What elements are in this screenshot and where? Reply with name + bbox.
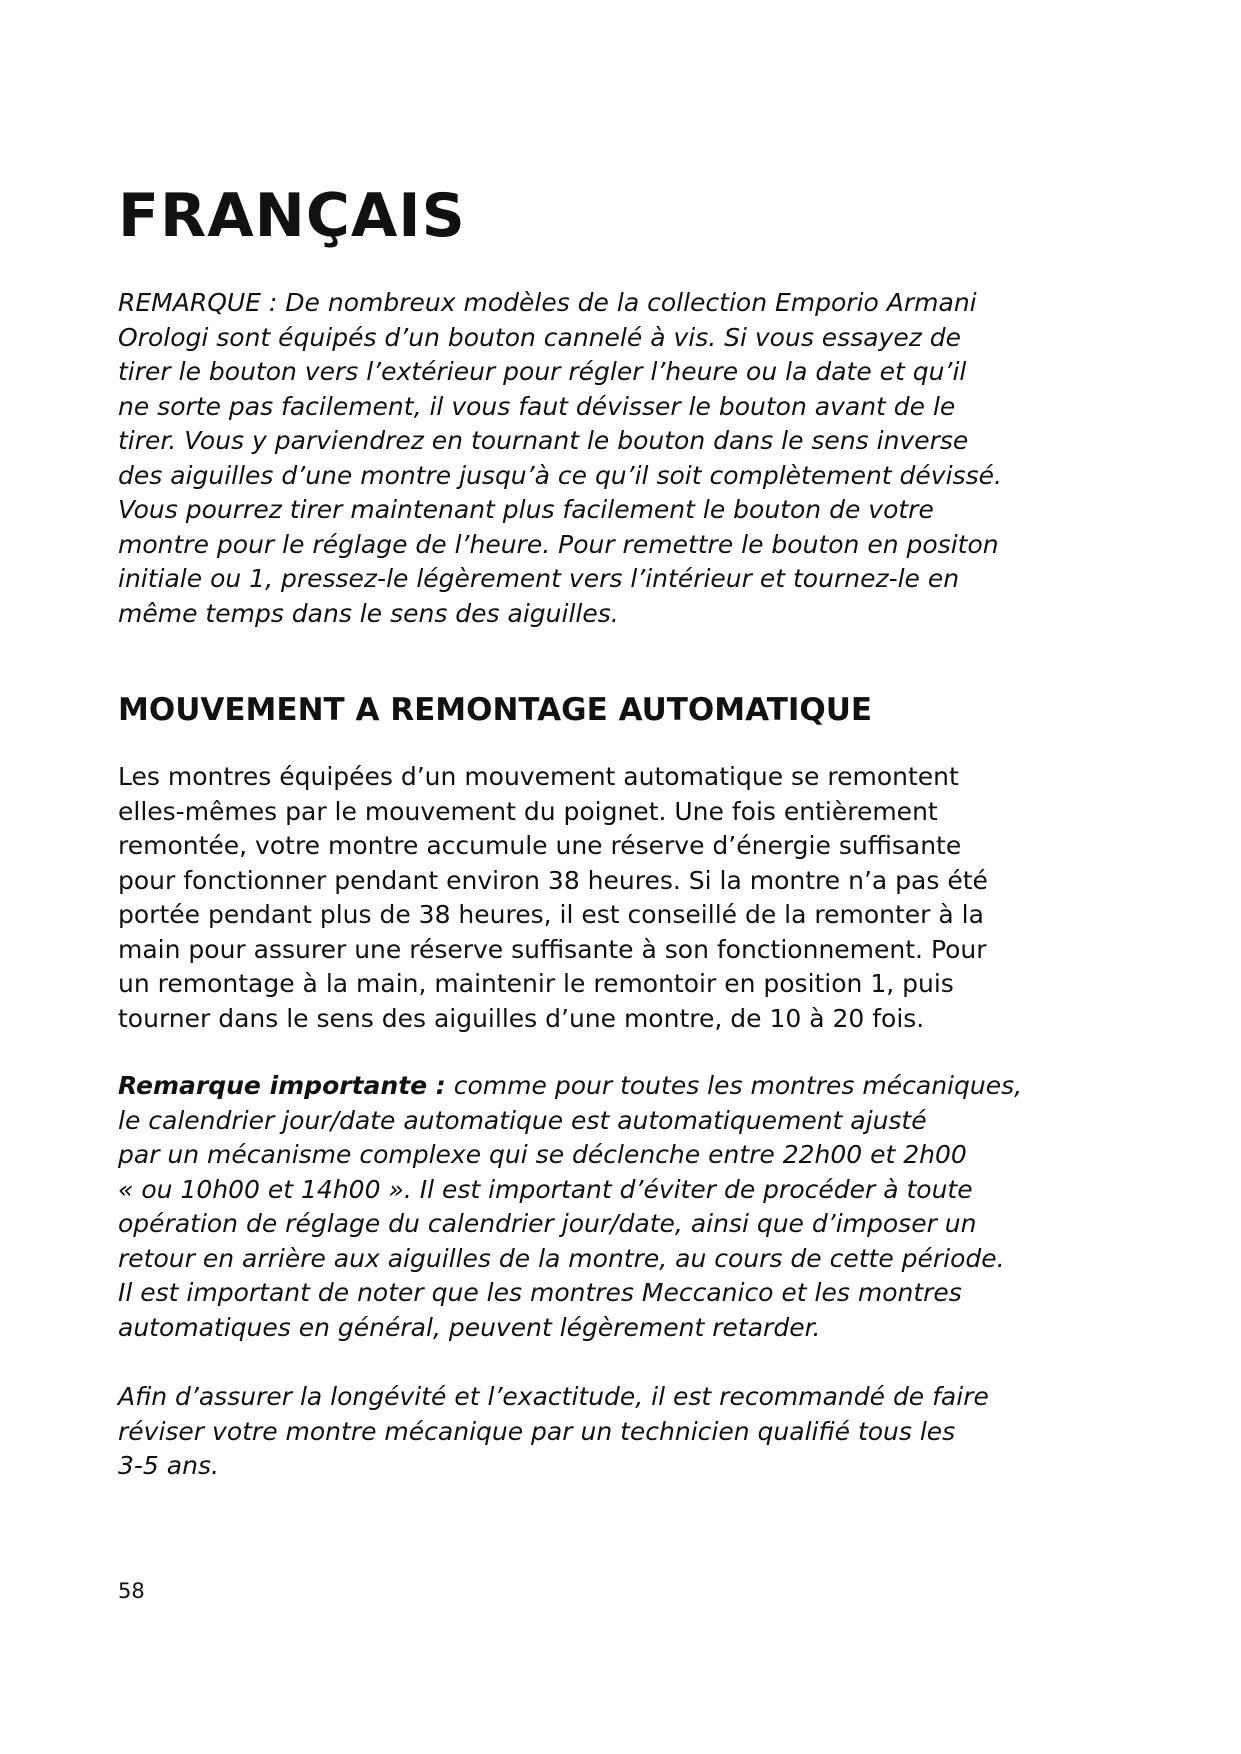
text-line: Orologi sont équipés d’un bouton cannelé à vis. Si vous essayez de <box>118 322 962 352</box>
crown-screw-note <box>118 286 1128 631</box>
text-line: ne sorte pas facilement, il vous faut dévisser le bouton avant de le <box>118 391 956 421</box>
service-recommendation-paragraph <box>118 1380 1128 1484</box>
text-line <box>118 1069 1128 1104</box>
text-line: tourner dans le sens des aiguilles d’une montre, de 10 à 20 fois. <box>118 1003 925 1033</box>
text-line: automatiques en général, peuvent légèrement retarder. <box>118 1312 821 1342</box>
text-line: elles-mêmes par le mouvement du poignet. Une fois entièrement <box>118 796 938 826</box>
text-line: un remontage à la main, maintenir le remontoir en position 1, puis <box>118 969 954 998</box>
important-note-paragraph <box>118 1069 1128 1345</box>
important-note-first-line: comme pour toutes les montres mécaniques, <box>445 1071 1023 1100</box>
text-line: opération de réglage du calendrier jour/date, ainsi que d’imposer un <box>118 1209 977 1238</box>
text-line: le calendrier jour/date automatique est automatiquement ajusté <box>118 1105 927 1135</box>
text-line: par un mécanisme complexe qui se déclenche entre 22h00 et 2h00 <box>118 1140 967 1169</box>
text-line: des aiguilles d’une montre jusqu’à ce qu’il soit complètement dévissé. <box>118 460 1002 490</box>
text-line: réviser votre montre mécanique par un technicien qualifié tous les <box>118 1416 956 1446</box>
automatic-movement-paragraph <box>118 760 1128 1036</box>
text-line: pour fonctionner pendant environ 38 heures. Si la montre n’a pas été <box>118 865 988 895</box>
text-line: « ou 10h00 et 14h00 ». Il est important d’éviter de procéder à toute <box>118 1174 973 1204</box>
text-line: REMARQUE : De nombreux modèles de la collection Emporio Armani <box>118 288 977 317</box>
text-line: 3-5 ans. <box>118 1451 219 1480</box>
text-line: Les montres équipées d’un mouvement automatique se remontent <box>118 762 959 791</box>
page-number: 58 <box>118 1579 145 1603</box>
manual-page <box>118 0 1128 1754</box>
text-line: portée pendant plus de 38 heures, il est conseillé de la remonter à la <box>118 900 984 929</box>
text-line: tirer le bouton vers l’extérieur pour régler l’heure ou la date et qu’il <box>118 357 967 386</box>
text-line: même temps dans le sens des aiguilles. <box>118 598 619 628</box>
text-line: tirer. Vous y parviendrez en tournant le bouton dans le sens inverse <box>118 426 969 455</box>
text-line: Il est important de noter que les montres Meccanico et les montres <box>118 1278 962 1307</box>
text-line: Vous pourrez tirer maintenant plus facilement le bouton de votre <box>118 495 934 524</box>
text-line: remontée, votre montre accumule une réserve d’énergie suffisante <box>118 831 962 860</box>
text-line: retour en arrière aux aiguilles de la montre, au cours de cette période. <box>118 1243 1005 1273</box>
text-line: Afin d’assurer la longévité et l’exactitude, il est recommandé de faire <box>118 1382 989 1411</box>
text-line: main pour assurer une réserve suffisante à son fonctionnement. Pour <box>118 934 987 964</box>
text-line: montre pour le réglage de l’heure. Pour remettre le bouton en positon <box>118 529 999 559</box>
language-title: FRANÇAIS <box>118 181 466 251</box>
section-heading: MOUVEMENT A REMONTAGE AUTOMATIQUE <box>118 692 873 728</box>
text-line: initiale ou 1, pressez-le légèrement vers l’intérieur et tournez-le en <box>118 564 960 593</box>
important-note-label: Remarque importante : <box>118 1071 446 1100</box>
